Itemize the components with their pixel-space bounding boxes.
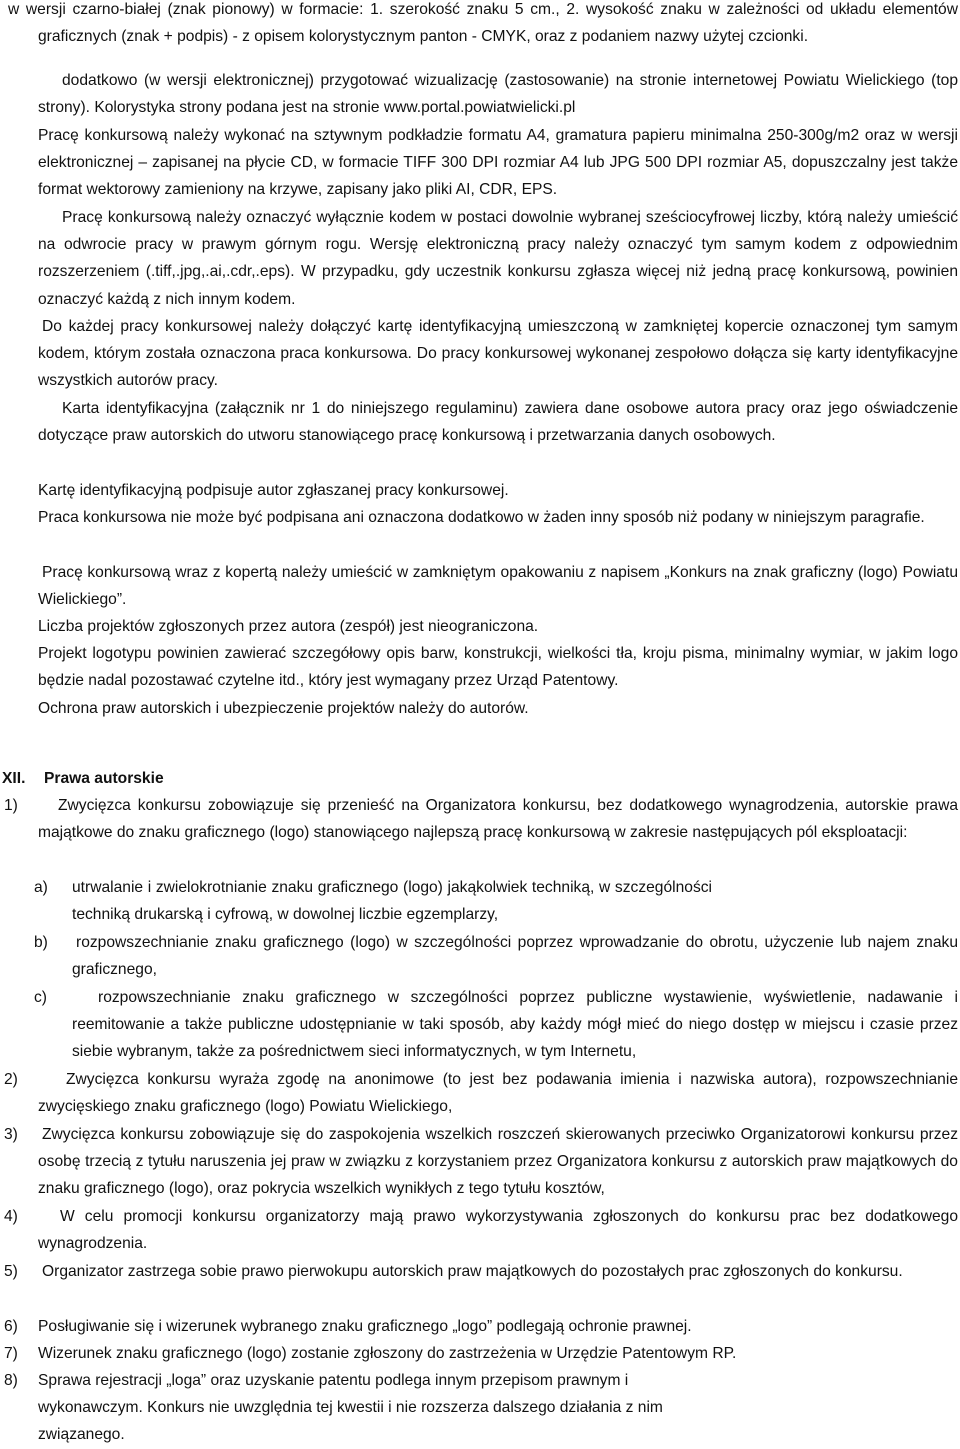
sub-list-item-letter: a)	[34, 879, 48, 896]
paragraph-electronic-visualization: dodatkowo (w wersji elektronicznej) przygotować wizualizację (zastosowanie) na stronie internetowej Powiatu Wielickiego (top strony). Kolorystyka strony podana jest na stronie www.portal.powiatwielicki.pl	[38, 72, 958, 117]
list-item-number: 3)	[4, 1126, 18, 1143]
list-item	[4, 1313, 958, 1340]
paragraph-project-count: Liczba projektów zgłoszonych przez autora (zespół) jest nieograniczona.	[38, 618, 539, 635]
paragraph-id-card-envelope: Do każdej pracy konkursowej należy dołączyć kartę identyfikacyjną umieszczoną w zamkniętej kopercie oznaczonej tym samym kodem, którym została oznaczona praca konkursowa. Do pracy konkursowej wykonanej zespołowo dołącza się karty identyfikacyjne wszystkich autorów pracy.	[38, 318, 958, 390]
sub-list-item	[34, 984, 958, 1066]
paragraph-packaging: Pracę konkursową wraz z kopertą należy umieścić w zamkniętym opakowaniu z napisem „Konkurs na znak graficzny (logo) Powiatu Wielickiego”.	[38, 564, 958, 609]
list-item-text: Organizator zastrzega sobie prawo pierwokupu autorskich praw majątkowych do pozostałych prac zgłoszonych do konkursu.	[42, 1263, 903, 1280]
list-item	[4, 1340, 958, 1367]
list-item-text: Zwycięzca konkursu zobowiązuje się przenieść na Organizatora konkursu, bez dodatkowego wynagrodzenia, autorskie prawa majątkowe do znaku graficznego (logo) stanowiącego najlepszą pracę konkursową w zakresie następujących pól eksploatacji:	[38, 797, 958, 842]
section-title: Prawa autorskie	[44, 770, 164, 787]
paragraph-id-card-signature: Kartę identyfikacyjną podpisuje autor zgłaszanej pracy konkursowej.	[38, 482, 509, 499]
list-item-number: 5)	[4, 1263, 18, 1280]
list-item-text: Zwycięzca konkursu wyraża zgodę na anonimowe (to jest bez podawania imienia i nazwiska autora), rozpowszechnianie zwycięskiego znaku graficznego (logo) Powiatu Wielickiego,	[38, 1071, 958, 1116]
sub-list-item-text: rozpowszechnianie znaku graficznego w szczególności poprzez publiczne wystawienie, wyświetlenie, nadawanie i reemitowanie a także publiczne udostępnianie w taki sposób, aby każdy mógł mieć do niego dostęp w miejscu i czasie przez siebie wybranym, także za pośrednictwem sieci informatycznych, w tym Internetu,	[72, 989, 958, 1061]
list-item-number: 7)	[4, 1345, 18, 1362]
paragraph-copyright-protection: Ochrona praw autorskich i ubezpieczenie projektów należy do autorów.	[38, 700, 529, 717]
paragraph-format-spec: w wersji czarno-białej (znak pionowy) w formacie: 1. szerokość znaku 5 cm., 2. wysokość znaku w zależności od układu elementów graficznych (znak + podpis) - z opisem kolorystycznym panton - CMYK, oraz z podaniem nazwy użytej czcionki.	[8, 1, 958, 46]
paragraph-no-signature: Praca konkursowa nie może być podpisana ani oznaczona dodatkowo w żaden inny sposób niż podany w niniejszym paragrafie.	[38, 509, 925, 526]
list-item	[4, 792, 958, 846]
list-item-text: W celu promocji konkursu organizatorzy mają prawo wykorzystywania zgłoszonych do konkursu prac bez dodatkowego wynagrodzenia.	[38, 1208, 958, 1253]
list-item-text: Wizerunek znaku graficznego (logo) zostanie zgłoszony do zastrzeżenia w Urzędzie Patentowym RP.	[38, 1345, 737, 1362]
sub-list-item-text: rozpowszechnianie znaku graficznego (logo) w szczególności poprzez wprowadzanie do obrotu, użyczenie lub najem znaku graficznego,	[72, 934, 958, 979]
list-item-number: 1)	[4, 797, 18, 814]
list-item	[4, 1258, 958, 1285]
list-item	[4, 1367, 958, 1449]
section-heading	[2, 765, 164, 792]
list-item-number: 6)	[4, 1318, 18, 1335]
list-item-number: 2)	[4, 1071, 18, 1088]
section-number: XII.	[2, 770, 26, 787]
list-item	[4, 1066, 958, 1120]
paragraph-code-marking: Pracę konkursową należy oznaczyć wyłącznie kodem w postaci dowolnie wybranej sześciocyfrowej liczby, którą należy umieścić na odwrocie pracy w prawym górnym rogu. Wersję elektroniczną pracy należy oznaczyć tym samym kodem z odpowiednim rozszerzeniem (.tiff,.jpg,.ai,.cdr,.eps). W przypadku, gdy uczestnik konkursu zgłasza więcej niż jedną pracę konkursową, powinien oznaczyć każdą z nich innym kodem.	[38, 209, 958, 308]
sub-list-item-letter: b)	[34, 934, 48, 951]
list-item	[4, 1121, 958, 1203]
paragraph-id-card-contents: Karta identyfikacyjna (załącznik nr 1 do niniejszego regulaminu) zawiera dane osobowe autora pracy oraz jego oświadczenie dotyczące praw autorskich do utworu stanowiącego pracę konkursową i przetwarzania danych osobowych.	[38, 400, 958, 445]
sub-list-item	[34, 874, 958, 928]
list-item	[4, 1203, 958, 1257]
paragraph-submission-format: Pracę konkursową należy wykonać na sztywnym podkładzie formatu A4, gramatura papieru minimalna 250-300g/m2 oraz w wersji elektronicznej – zapisanej na płycie CD, w formacie TIFF 300 DPI rozmiar A4 lub JPG 500 DPI rozmiar A5, dopuszczalny jest także format wektorowy zamieniony na krzywe, zapisany jako pliki AI, CDR, EPS.	[38, 127, 958, 199]
sub-list-item-text: utrwalanie i zwielokrotnianie znaku graficznego (logo) jakąkolwiek techniką, w szczególności techniką drukarską i cyfrową, w dowolnej liczbie egzemplarzy,	[72, 879, 712, 924]
paragraph-logotype-description: Projekt logotypu powinien zawierać szczegółowy opis barw, konstrukcji, wielkości tła, kroju pisma, minimalny wymiar, w jakim logo będzie nadal pozostawać czytelne itd., który jest wymagany przez Urząd Patentowy.	[38, 645, 958, 690]
list-item-text: Posługiwanie się i wizerunek wybranego znaku graficznego „logo” podlegają ochronie prawnej.	[38, 1318, 692, 1335]
sub-list-item-letter: c)	[34, 989, 47, 1006]
list-item-text: Sprawa rejestracji „loga” oraz uzyskanie patentu podlega innym przepisom prawnym i wykonawczym. Konkurs nie uwzględnia tej kwestii i nie rozszerza dalszego działania z nim związanego.	[38, 1372, 663, 1444]
list-item-number: 8)	[4, 1372, 18, 1389]
list-item-text: Zwycięzca konkursu zobowiązuje się do zaspokojenia wszelkich roszczeń skierowanych przeciwko Organizatorowi konkursu przez osobę trzecią z tytułu naruszenia jej praw w związku z korzystaniem przez Organizatora konkursu z autorskich praw majątkowych do znaku graficznego (logo), oraz pokrycia wszelkich wynikłych z tego tytułu kosztów,	[38, 1126, 958, 1198]
sub-list-item	[34, 929, 958, 983]
list-item-number: 4)	[4, 1208, 18, 1225]
